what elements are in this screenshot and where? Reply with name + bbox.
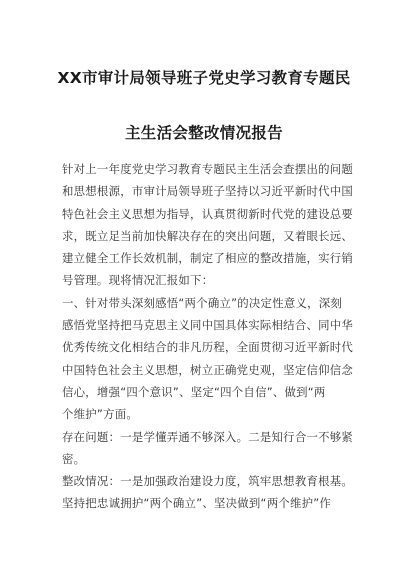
body-line: 整改情况：一是加强政治建设力度，筑牢思想教育根基。 (62, 474, 354, 489)
body-line: 求，既立足当前加快解决存在的突出问题，又着眼长远、 (62, 228, 354, 243)
body-line: 针对上一年度党史学习教育专题民主生活会查摆出的问题 (62, 162, 354, 176)
body-line: 优秀传统文化相结合的非凡历程，全面贯彻习近平新时代 (62, 340, 354, 355)
body-line: 感悟党坚持把马克思主义同中国具体实际相结合、同中华 (62, 318, 354, 333)
body-line: 信心，增强“四个意识”、坚定“四个自信”、做到“两 (62, 384, 326, 399)
body-line: 建立健全工作长效机制，制定了相应的整改措施，实行销 (62, 251, 354, 266)
body-line: 密。 (62, 451, 86, 466)
document-title-line-2: 主生活会整改情况报告 (124, 124, 283, 142)
body-line: 个维护”方面。 (62, 407, 138, 422)
document-title-line-1: XX市审计局领导班子党史学习教育专题民 (57, 69, 351, 87)
body-line: 存在问题：一是学懂弄通不够深入。二是知行合一不够紧 (62, 429, 354, 444)
body-line: 一、针对带头深刻感悟“两个确立”的决定性意义，深刻 (62, 295, 343, 310)
body-line: 特色社会主义思想为指导，认真贯彻新时代党的建设总要 (62, 206, 354, 221)
document-body (62, 158, 354, 515)
body-line: 和思想根源，市审计局领导班子坚持以习近平新时代中国 (62, 184, 354, 199)
body-line: 坚持把忠诚拥护“两个确立”、坚决做到“两个维护”作 (62, 496, 332, 511)
body-line: 中国特色社会主义思想，树立正确党史观，坚定信仰信念 (62, 362, 354, 377)
body-line: 号管理。现将情况汇报如下： (62, 273, 214, 288)
